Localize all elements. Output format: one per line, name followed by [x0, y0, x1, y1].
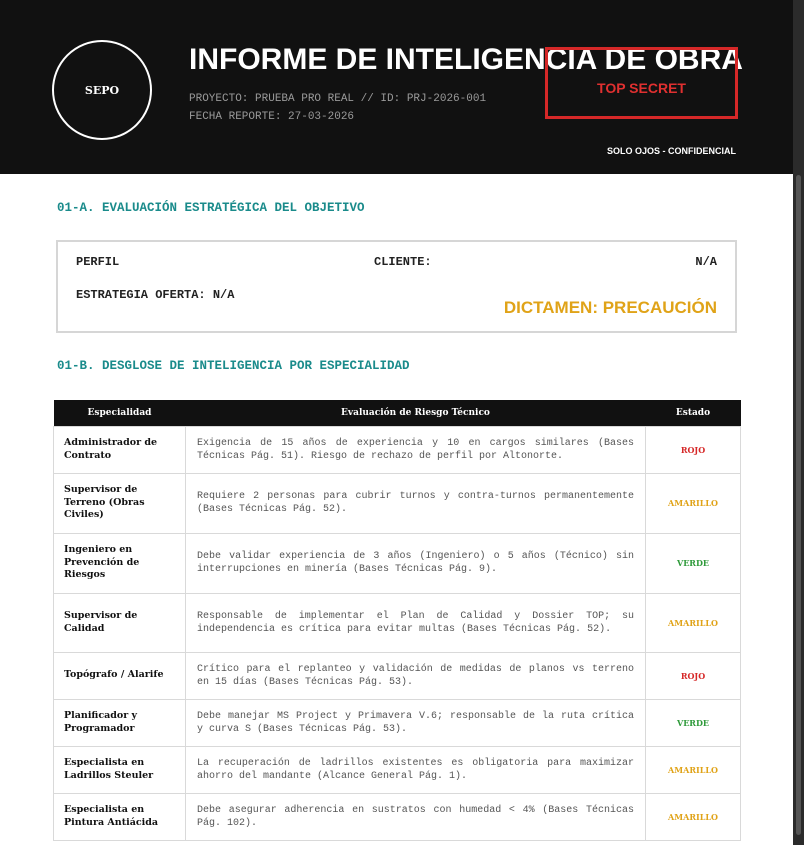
cell-especialidad: Topógrafo / Alarife [54, 652, 186, 699]
cell-evaluacion: Exigencia de 15 años de experiencia y 10 en cargos similares (Bases Técnicas Pág. 51). Riesgo de rechazo de perfil por Altonorte. [186, 426, 646, 473]
status-badge: AMARILLO [646, 746, 741, 793]
cell-especialidad: Especialista en Pintura Antiácida [54, 793, 186, 840]
status-badge: ROJO [646, 426, 741, 473]
objective-summary-box [56, 240, 737, 333]
header-estado: Estado [675, 407, 711, 418]
cell-evaluacion: Debe manejar MS Project y Primavera V.6; responsable de la ruta crítica y curva S (Bases Técnicas Pág. 53). [186, 699, 646, 746]
section-a-title: 01-A. EVALUACIÓN ESTRATÉGICA DEL OBJETIVO [57, 201, 365, 215]
table-row [54, 699, 741, 746]
dictamen-label: DICTAMEN: PRECAUCIÓN [503, 298, 717, 317]
cell-evaluacion: Debe validar experiencia de 3 años (Ingeniero) o 5 años (Técnico) sin interrupciones en minería (Bases Técnicas Pág. 9). [186, 533, 646, 593]
project-line: PROYECTO: PRUEBA PRO REAL // ID: PRJ-2026-001 [189, 93, 487, 105]
table-row [54, 793, 741, 840]
status-badge: VERDE [646, 699, 741, 746]
cell-evaluacion: Requiere 2 personas para cubrir turnos y contra-turnos permanentemente (Bases Técnicas Pág. 52). [186, 473, 646, 533]
date-line: FECHA REPORTE: 27-03-2026 [189, 111, 355, 123]
table-row [54, 473, 741, 533]
estrategia-oferta: ESTRATEGIA OFERTA: N/A [76, 288, 235, 302]
status-badge: AMARILLO [646, 793, 741, 840]
cliente-value: N/A [695, 255, 717, 269]
table-row [54, 426, 741, 473]
top-secret-stamp [545, 47, 738, 119]
status-badge: ROJO [646, 652, 741, 699]
perfil-label: PERFIL [76, 255, 120, 269]
status-badge: AMARILLO [646, 473, 741, 533]
cell-evaluacion: Responsable de implementar el Plan de Calidad y Dossier TOP; su independencia es crítica para evitar multas (Bases Técnicas Pág. 52). [186, 593, 646, 652]
table-row [54, 593, 741, 652]
cell-especialidad: Especialista en Ladrillos Steuler [54, 746, 186, 793]
confidential-label: SOLO OJOS - CONFIDENCIAL [606, 146, 736, 156]
header-especialidad: Especialidad [87, 407, 152, 418]
cliente-label: CLIENTE: [374, 255, 432, 269]
cell-especialidad: Planificador y Programador [54, 699, 186, 746]
cell-evaluacion: La recuperación de ladrillos existentes es obligatoria para maximizar ahorro del mandante (Alcance General Pág. 1). [186, 746, 646, 793]
logo-circle [52, 40, 152, 140]
cell-especialidad: Ingeniero en Prevención de Riesgos [54, 533, 186, 593]
section-b-title: 01-B. DESGLOSE DE INTELIGENCIA POR ESPECIALIDAD [57, 359, 410, 373]
cell-evaluacion: Debe asegurar adherencia en sustratos con humedad < 4% (Bases Técnicas Pág. 102). [186, 793, 646, 840]
status-badge: AMARILLO [646, 593, 741, 652]
scrollbar-thumb[interactable] [796, 175, 801, 835]
report-title: INFORME DE INTELIGENCIA DE OBRA [189, 43, 743, 76]
vertical-scrollbar[interactable] [793, 0, 804, 845]
cell-especialidad: Administrador de Contrato [54, 426, 186, 473]
table-row [54, 533, 741, 593]
logo-text: SEPO [84, 83, 120, 97]
table-row [54, 746, 741, 793]
cell-especialidad: Supervisor de Terreno (Obras Civiles) [54, 473, 186, 533]
report-header [0, 0, 793, 174]
table-row [54, 652, 741, 699]
stamp-text: TOP SECRET [597, 80, 686, 96]
header-evaluacion: Evaluación de Riesgo Técnico [341, 407, 490, 418]
status-badge: VERDE [646, 533, 741, 593]
specialty-risk-table [53, 400, 741, 841]
cell-especialidad: Supervisor de Calidad [54, 593, 186, 652]
cell-evaluacion: Crítico para el replanteo y validación de medidas de planos vs terreno en 15 días (Bases Técnicas Pág. 53). [186, 652, 646, 699]
table-header-row [54, 400, 741, 426]
